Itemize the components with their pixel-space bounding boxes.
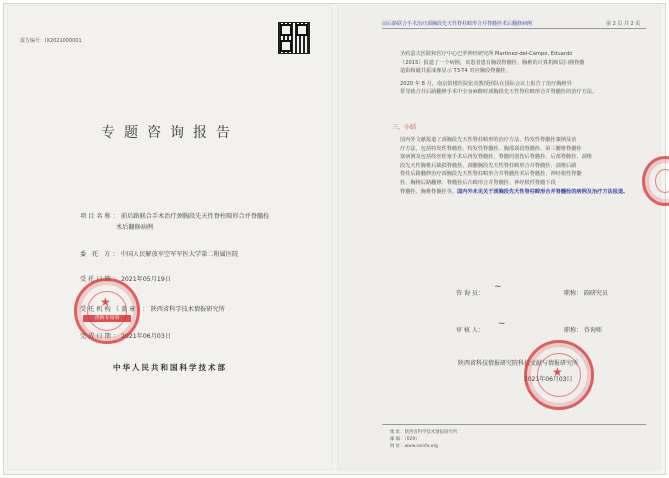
client-field: 委 托 方：中国人民解放军空军军医大学第二附属医院 bbox=[80, 251, 239, 258]
issuing-organization: 陕西省科技情报研究院科技文献与情报研究所 bbox=[458, 360, 579, 367]
project-name-continued: 术后翻修病例 bbox=[116, 224, 154, 231]
reviewer-signature: ~ bbox=[498, 319, 506, 329]
reviewer-label: 审 核 人： bbox=[456, 327, 484, 334]
official-seal-stamp: ★ 查新专用章 bbox=[74, 278, 140, 344]
summary-paragraph: 国内外文献报道了颈胸段先天性脊柱畸形的治疗方法、特发性脊髓拴案例及治 疗方法，包括特发性脊髓拴、特发性脊髓拴、胸部颈段脊髓拴、第三腰椎脊髓栓 塞病例及包括终丝栓塞手术后再发脊髓拴、脊髓的创伤后脊髓拴、后部脊髓拴、颈椎 段先天性胸椎后缺损脊髓拴、颈髓胸段先天性脊柱畸形合并脊髓拴、颈椎后路 脊柱后路翻修治疗颈胸段先天性脊柱畸形合并脊髓拴术后脊髓拴、神经根性脊髓 拴、胸椎后路翻修、脊髓拴后凸畸形合并脊髓拴、神经根性脊髓下段 脊髓拴、胸椎脊髓拴等。国内外未见关于颈胸段先天性脊柱畸形合并脊髓拴的病例及治疗方法报道。 bbox=[400, 137, 629, 195]
running-header: 前后路联合手术治疗颈胸段先天性脊柱畸形合并脊髓拴术后翻修病例 bbox=[382, 21, 533, 27]
agency-field: 受托机构（盖章）：陕西省科学技术情报研究所 bbox=[80, 306, 225, 313]
consultant-label: 咨 询 员： bbox=[456, 290, 484, 297]
report-number: 报告编号：IX2021000001 bbox=[20, 38, 82, 44]
footer-website: 网 址：www.sxinfo.org bbox=[390, 444, 438, 449]
report-title: 专题咨询报告 bbox=[101, 125, 239, 141]
footer-divider bbox=[382, 424, 646, 425]
section-heading: 三、小结 bbox=[392, 124, 417, 131]
qr-code-icon bbox=[278, 22, 310, 54]
consultant-title: 职称： 副研究员 bbox=[564, 290, 608, 297]
page-number: 第 2 页 共 2 页 bbox=[606, 21, 641, 27]
project-name-field: 项目名称：前后路联合手术治疗颈胸段先天性脊柱畸形合并脊髓拴 bbox=[80, 213, 270, 220]
reviewer-title: 职称： 咨询师 bbox=[564, 327, 602, 334]
footer-postcode: 邮 编：（029） bbox=[390, 437, 420, 442]
conclusion-highlight: 国内外未见关于颈胸段先天性脊柱畸形合并脊髓拴的病例及治疗方法报道。 bbox=[457, 188, 629, 195]
consultant-signature: ~ bbox=[494, 282, 502, 292]
ministry-footer: 中华人民共和国科学技术部 bbox=[113, 363, 227, 372]
report-cover-page bbox=[8, 6, 332, 469]
header-divider bbox=[382, 28, 646, 29]
institute-seal-stamp: ★ bbox=[524, 340, 594, 410]
accept-date-field: 受托日期：2021年05月19日 bbox=[80, 276, 171, 283]
background-paragraph: 圣约瑟夫医院和医疗中心巴罗神经研究所 Martinez-del-Campo, Eduardo （2015）报道了一个病例，该患者患有胸段脊髓拴、胸椎的计算机断层扫描脊髓 造影和磁共振成像显示 T3-T4 对应胸段脊髓拴。 2020 年 8 月，南京鼓楼医院张亮教授团队在国际会议上报告了治疗胸椎异 常导致合并后路翻修手术中全身麻醉时颈胸段先天性脊柱畸形合并脊髓拴的治疗方法。 bbox=[400, 51, 598, 96]
completion-date-field: 完成日期：2021年06月03日 bbox=[80, 333, 171, 340]
edge-seal-stamp bbox=[642, 156, 669, 206]
issue-date: 2021年06月03日 bbox=[524, 376, 573, 383]
report-content-page bbox=[338, 6, 660, 469]
footer-address: 地 址：陕西省科学技术情报研究所 bbox=[390, 430, 458, 435]
